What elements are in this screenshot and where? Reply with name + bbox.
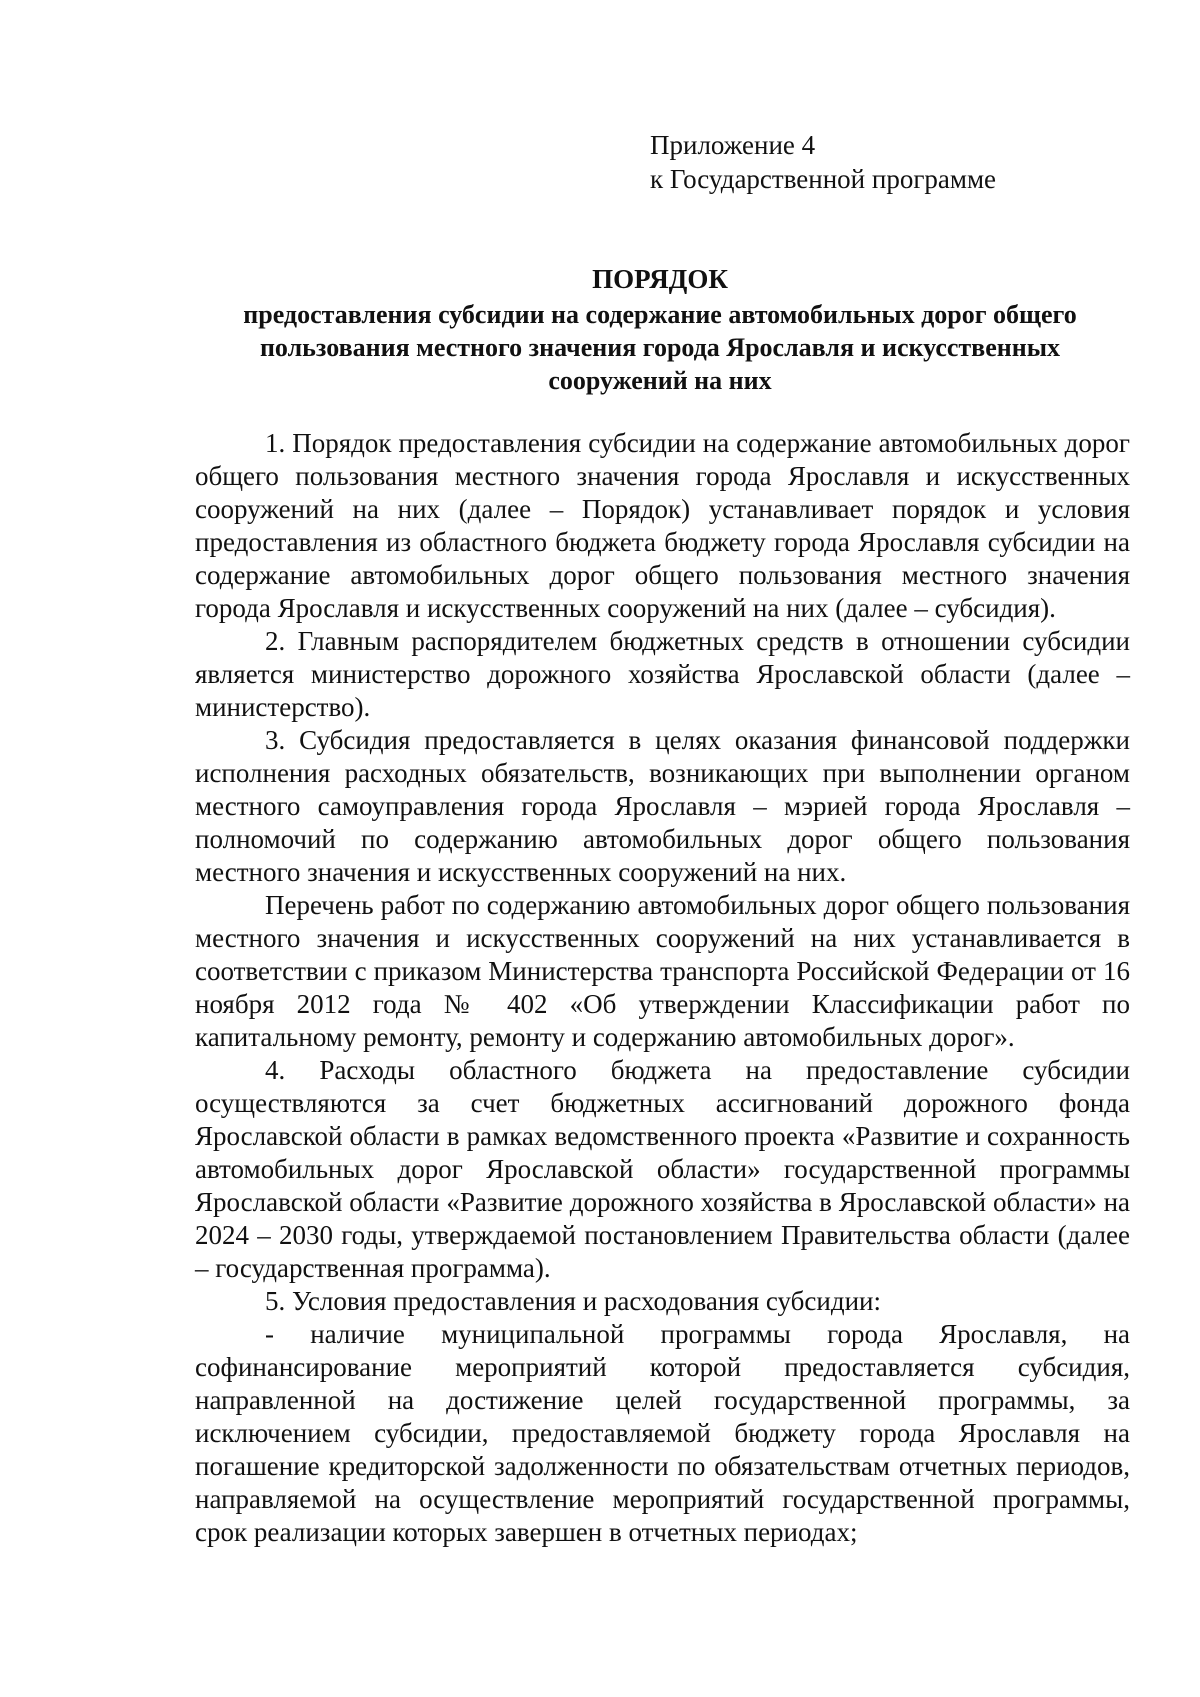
- annex-program: к Государственной программе: [650, 164, 997, 194]
- document-heading: [195, 262, 1125, 397]
- paragraph-3: 3. Субсидия предоставляется в целях оказания финансовой поддержки исполнения расходных обязательств, возникающих при выполнении органом местного самоуправления города Ярославля – мэрией города Ярославля – полномочий по содержанию автомобильных дорог общего пользования местного значения и искусственных сооружений на них.: [195, 725, 1130, 887]
- document-subtitle: предоставления субсидии на содержание автомобильных дорог общего пользования местного значения города Ярославля и искусственных сооружений на них: [243, 300, 1077, 395]
- document-title: ПОРЯДОК: [592, 264, 728, 294]
- paragraph-4: 4. Расходы областного бюджета на предоставление субсидии осуществляются за счет бюджетных ассигнований дорожного фонда Ярославской области в рамках ведомственного проекта «Развитие и сохранность автомобильных дорог Ярославской области» государственной программы Ярославской области «Развитие дорожного хозяйства в Ярославской области» на 2024 – 2030 годы, утверждаемой постановлением Правительства области (далее – государственная программа).: [195, 1055, 1130, 1283]
- paragraph-2: 2. Главным распорядителем бюджетных средств в отношении субсидии является министерство дорожного хозяйства Ярославской области (далее – министерство).: [195, 626, 1130, 722]
- paragraph-5: 5. Условия предоставления и расходования субсидии:: [265, 1286, 881, 1316]
- document-body: [195, 427, 1130, 1549]
- paragraph-1: 1. Порядок предоставления субсидии на содержание автомобильных дорог общего пользования местного значения города Ярославля и искусственных сооружений на них (далее – Порядок) устанавливает порядок и условия предоставления из областного бюджета бюджету города Ярославля субсидии на содержание автомобильных дорог общего пользования местного значения города Ярославля и искусственных сооружений на них (далее – субсидия).: [195, 428, 1130, 623]
- annex-number: Приложение 4: [650, 130, 816, 160]
- annex-reference: [650, 128, 996, 196]
- paragraph-5-condition-1: - наличие муниципальной программы города Ярославля, на софинансирование мероприятий которой предоставляется субсидия, направленной на достижение целей государственной программы, за исключением субсидии, предоставляемой бюджету города Ярославля на погашение кредиторской задолженности по обязательствам отчетных периодов, направляемой на осуществление мероприятий государственной программы, срок реализации которых завершен в отчетных периодах;: [195, 1319, 1130, 1547]
- paragraph-3-works-list: Перечень работ по содержанию автомобильных дорог общего пользования местного значения и искусственных сооружений на них устанавливается в соответствии с приказом Министерства транспорта Российской Федерации от 16 ноября 2012 года № 402 «Об утверждении Классификации работ по капитальному ремонту, ремонту и содержанию автомобильных дорог».: [195, 890, 1130, 1052]
